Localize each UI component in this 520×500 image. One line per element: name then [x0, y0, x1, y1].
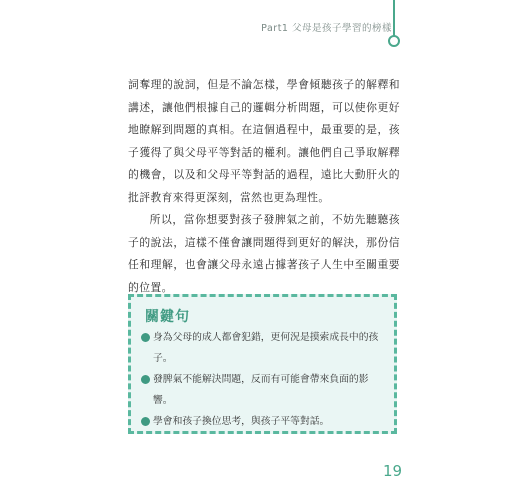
bullet-icon — [141, 417, 150, 426]
page-number: 19 — [383, 462, 403, 480]
keynote-item-text: 學會和孩子換位思考，與孩子平等對話。 — [153, 416, 330, 427]
keynote-list — [141, 327, 386, 432]
running-header: Part1 父母是孩子學習的榜樣 — [261, 23, 392, 34]
keynote-box — [128, 294, 397, 434]
header-circle-ornament — [388, 35, 400, 47]
keynote-item — [141, 411, 386, 432]
header-rule — [393, 0, 395, 37]
paragraph: 詞奪理的說詞，但是不論怎樣，學會傾聽孩子的解釋和講述，讓他們根據自己的邏輯分析問題，可以使你更好地瞭解到問題的真相。在這個過程中，最重要的是，孩子獲得了與父母平等對話的權利。讓他們自己爭取解釋的機會，以及和父母平等對話的過程，遠比大動肝火的批評教育來得更深刻，當然也更為理性。 — [128, 78, 400, 204]
keynote-item-text: 發脾氣不能解決問題，反而有可能會帶來負面的影響。 — [153, 374, 369, 406]
bullet-icon — [141, 375, 150, 384]
body-text — [128, 74, 400, 299]
bullet-icon — [141, 333, 150, 342]
keynote-item — [141, 369, 386, 411]
keynote-item — [141, 327, 386, 369]
keynote-item-text: 身為父母的成人都會犯錯，更何況是摸索成長中的孩子。 — [153, 332, 379, 364]
keynote-title: 關鍵句 — [145, 309, 190, 325]
paragraph: 所以，當你想要對孩子發脾氣之前，不妨先聽聽孩子的說法，這樣不僅會讓問題得到更好的解決，那份信任和理解，也會讓父母永遠占據著孩子人生中至關重要的位置。 — [128, 213, 400, 294]
